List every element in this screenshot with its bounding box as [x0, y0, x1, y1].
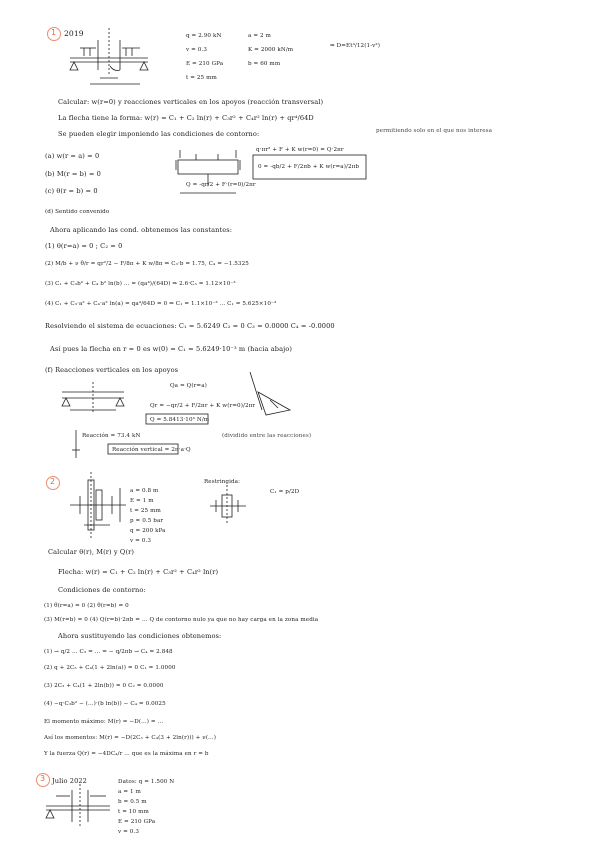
reaction-5: Reacción = 73.4 kN: [82, 433, 141, 439]
p2-cond-6: (3) 2C₃ + C₄(1 + 2ln(b)) = 0 C₂ = 0.0000: [44, 683, 164, 689]
p2-cond-7: (4) −q·C₃b² − (...)·(b ln(b)) − C₄ = 0.0025: [44, 701, 166, 707]
condition-c: (c) θ(r = b) = 0: [45, 187, 98, 195]
deflection-formula: La flecha tiene la forma: w(r) = C₁ + C₂ ln(r) + C₃r² + C₄r² ln(r) + qr⁴/64D: [58, 114, 314, 122]
reaction-6: (dividido entre las reacciones): [222, 433, 312, 439]
p2-data-4: p = 0.5 bar: [130, 518, 164, 524]
p2-detail-3: Y la fuerza Q(r) = −4DC₄/r ... que es la máxima en r = b: [44, 751, 209, 757]
p2-detail-2: Así los momentos: M(r) = −D(2C₃ + C₄(3 + 2ln(r))) + ν(...): [44, 735, 217, 741]
data-a: a = 2 m: [248, 33, 271, 39]
data-q: q = 2.90 kN: [186, 33, 222, 39]
plate-diagram-2b: [210, 485, 246, 525]
p2-subtitle: Restringida:: [204, 479, 241, 485]
problem-number: 1: [51, 28, 57, 37]
p2-cond-2: (3) M(r=b) = 0 (4) Q(r=b)·2πb = ... Q de contorno nulo ya que no hay carga en la zona media: [44, 617, 319, 623]
condition-a: (a) w(r = a) = 0: [45, 152, 100, 160]
problem-number-2: 2: [50, 477, 56, 486]
p2-data-1: a = 0.8 m: [130, 488, 159, 494]
line-2: (2) M/b + ν θ/r = qr²/2 − F/8π + K w/8π ⇒ C₃·b = 1.75, C₄ = −1.5325: [45, 261, 249, 267]
data-E: E = 210 GPa: [186, 61, 224, 67]
p2-boundary-intro: Condiciones de contorno:: [58, 586, 146, 594]
reaction-1: Qa = Q(r=a): [170, 383, 207, 389]
problem-number-3: 3: [40, 774, 46, 783]
p3-data-2: a = 1 m: [118, 789, 141, 795]
reaction-4: Reacción vertical = 2π·a·Q: [112, 447, 191, 453]
p2-cond-4: (1) → q/2 ... C₃ = ... = − q/2πb → C₄ = 2.848: [44, 649, 173, 655]
condition-b: (b) M(r = b) = 0: [45, 170, 101, 178]
p3-data-6: v = 0.3: [118, 829, 139, 835]
p3-data-4: t = 10 mm: [118, 809, 149, 815]
final-deflection: Así pues la flecha en r = 0 es w(0) = C₁ = 5.6249·10⁻³ m (hacia abajo): [50, 345, 293, 353]
constants-intro: Ahora aplicando las cond. obtenemos las constantes:: [50, 226, 233, 234]
data-b: b = 60 mm: [248, 61, 281, 67]
problem-year: 2019: [64, 29, 84, 38]
system-solution: Resolviendo el sistema de ecuaciones: C₁ = 5.6249 C₂ = 0 C₃ = 0.0000 C₄ = -0.0000: [45, 322, 335, 330]
p2-detail-1: El momento máximo: M(r) = −D(...) = ...: [44, 719, 164, 725]
task-text: Calcular: w(r=0) y reacciones verticales en los apoyos (reacción transversal): [58, 98, 324, 106]
line-3: (3) C₁ + C₃b² + C₄ b² ln(b) ... = (qa⁴)/(64D) ⇒ 2.6·C₃ = 1.12×10⁻³: [45, 281, 236, 287]
shear-expression: Q = -qr/2 + F·(r=0)/2πr: [186, 182, 256, 188]
condition-d: (d) Sentido convenido: [45, 209, 110, 215]
line-4: (4) C₁ + C₃·a² + C₄·a² ln(a) = qa⁴/64D = 0 ⇒ C₁ = 1.1×10⁻³ ... C₁ = 5.625×10⁻³: [45, 301, 277, 307]
p2-cond-3: Ahora sustituyendo las condiciones obtenemos:: [58, 632, 222, 640]
data-t: t = 25 mm: [186, 75, 217, 81]
p2-formula: C₁ = p/2D: [270, 489, 300, 495]
p2-data-3: t = 25 mm: [130, 508, 161, 514]
p3-data-1: Datos: q = 1.500 N: [118, 779, 175, 785]
shear-balance: q·πr² + F + K w(r=0) = Q·2πr: [256, 147, 344, 153]
plate-diagram-2: [70, 472, 126, 540]
plate-diagram-3: [46, 784, 110, 826]
p3-data-5: E = 210 GPa: [118, 819, 156, 825]
p2-deflection: Flecha: w(r) = C₁ + C₂ ln(r) + C₃r² + C₄r² ln(r): [58, 568, 219, 576]
p2-data-6: v = 0.3: [130, 538, 151, 544]
boundary-intro: Se pueden elegir imponiendo las condiciones de contorno:: [58, 130, 260, 138]
side-note: permitiendo solo en el que nos interesa: [376, 128, 493, 134]
problem3-year: Julio 2022: [52, 777, 87, 785]
p3-data-3: b = 0.5 m: [118, 799, 147, 805]
data-v: v = 0.3: [186, 47, 207, 53]
p2-cond-1: (1) θ(r=a) = 0 (2) θ(r=b) = 0: [44, 603, 129, 609]
reaction-3: Q = 5.8413·10³ N/m: [150, 417, 210, 423]
reaction-2: Qr = −qr/2 + F/2πr + K w(r=0)/2πr: [150, 403, 256, 409]
p2-data-2: E = 1 m: [130, 498, 154, 504]
boxed-equation: 0 = -qb/2 + F/2πb + K w(r=a)/2πb: [258, 164, 360, 170]
line-1: (1) θ(r=a) = 0 ; C₂ = 0: [45, 242, 123, 250]
p2-cond-5: (2) q + 2C₃ + C₄(1 + 2ln(a)) = 0 C₁ = 1.0000: [44, 665, 176, 671]
data-K: K = 2000 kN/m: [248, 47, 294, 53]
p2-calc: Calcular θ(r), M(r) y Q(r): [48, 548, 135, 556]
rigidity-result: ⇒ D=Et³/12(1-v²): [330, 43, 381, 49]
p2-data-5: q = 200 kPa: [130, 528, 166, 534]
reactions-heading: (f) Reacciones verticales en los apoyos: [45, 366, 179, 374]
